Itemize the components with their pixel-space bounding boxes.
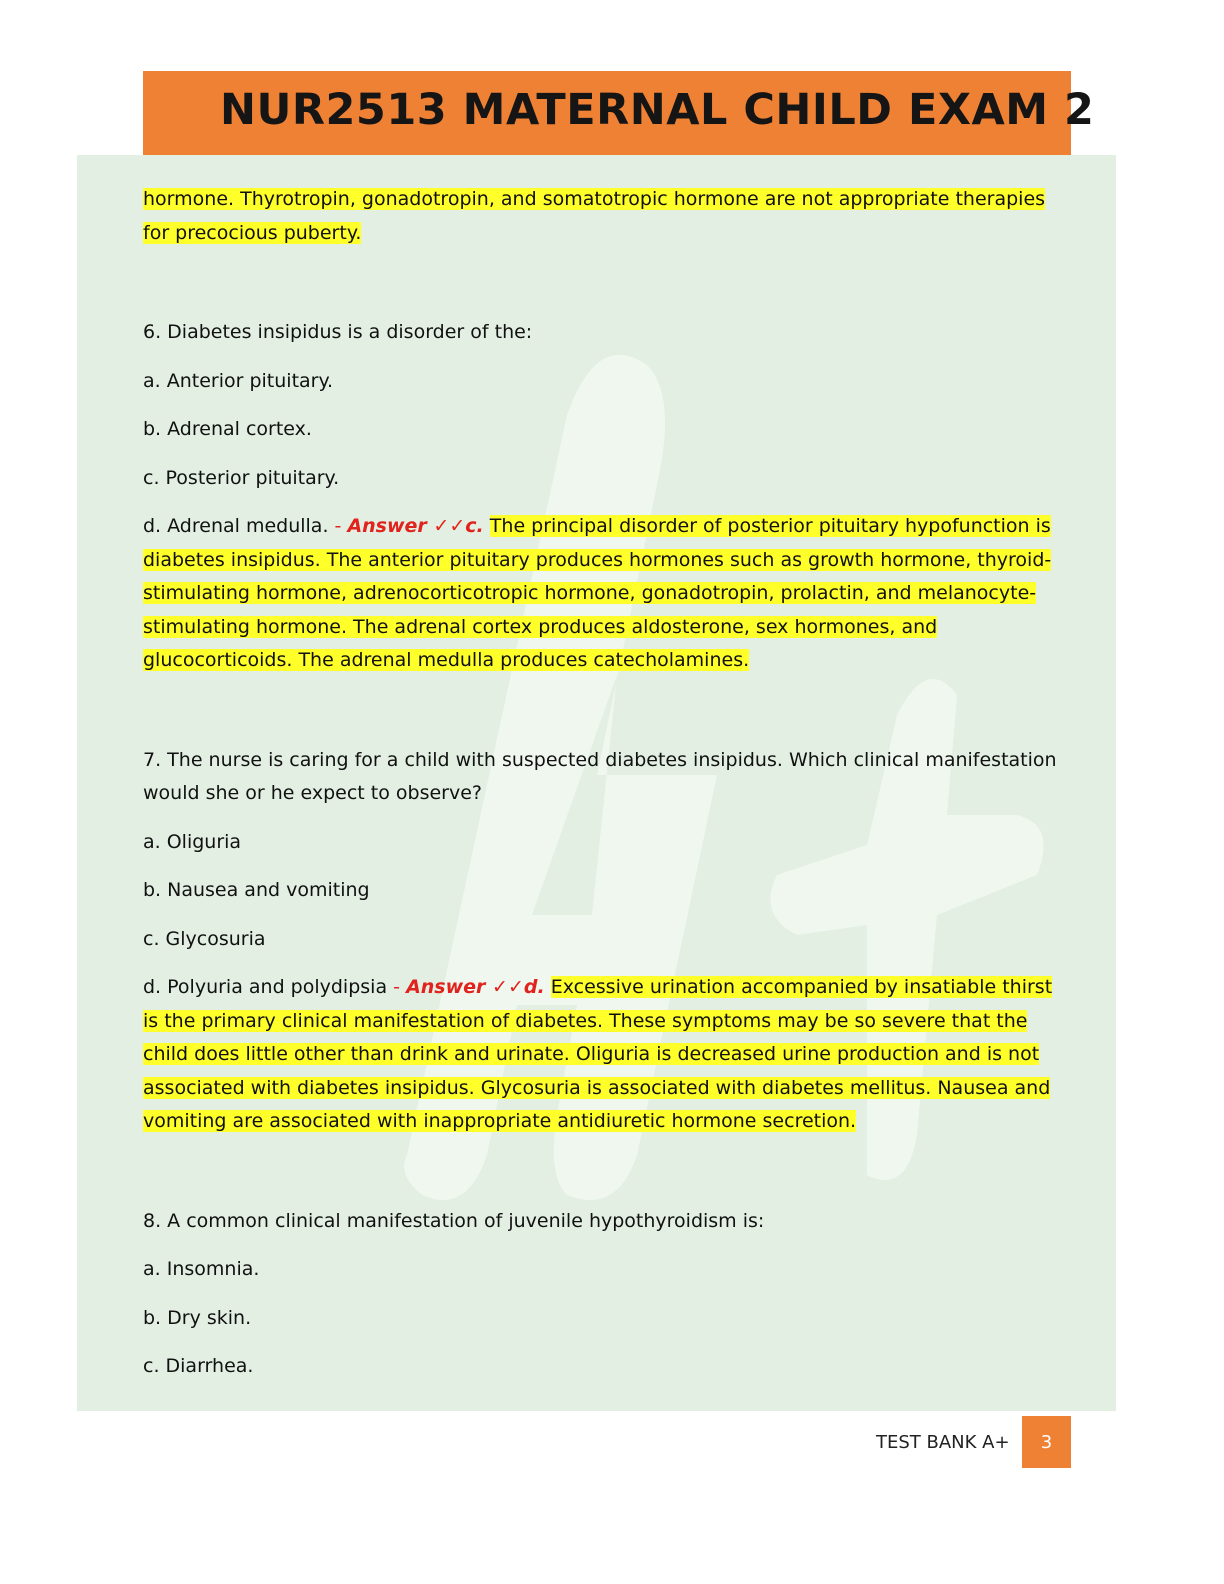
page-number: 3 (1022, 1416, 1071, 1468)
option-b: b. Nausea and vomiting (143, 879, 370, 901)
answer-label: Answer ✓✓d. (406, 976, 545, 998)
option-a: a. Insomnia. (143, 1258, 260, 1280)
option-b: b. Dry skin. (143, 1306, 252, 1329)
question-8 (143, 1205, 1073, 1384)
option-c: c. Diarrhea. (143, 1355, 254, 1377)
option-d-with-answer: d. Adrenal medulla. - Answer ✓✓c. The principal disorder of posterior pituitary hypofunction is diabetes insipidus. The anterior pituitary produces hormones such as growth hormone, thyroid-stimulating hormone, adrenocorticotropic hormone, gonadotropin, prolactin, and melanocyte-stimulating hormone. The adrenal cortex produces aldosterone, sex hormones, and glucocorticoids. The adrenal medulla produces catecholamines. (143, 515, 1052, 671)
option-a: a. Anterior pituitary. (143, 369, 334, 392)
option-c: c. Posterior pituitary. (143, 466, 340, 489)
question-stem: 6. Diabetes insipidus is a disorder of the: (143, 321, 533, 343)
question-6 (143, 316, 1073, 678)
footer-label: TEST BANK A+ (876, 1432, 1010, 1453)
option-a: a. Oliguria (143, 830, 242, 853)
option-d-with-answer: d. Polyuria and polydipsia - Answer ✓✓d. Excessive urination accompanied by insatiable thirst is the primary clinical manifestation of diabetes. These symptoms may be so severe that the child does little other than drink and urinate. Oliguria is decreased urine production and is not associated with diabetes insipidus. Glycosuria is associated with diabetes mellitus. Nausea and vomiting are associated with inappropriate antidiuretic hormone secretion. (143, 976, 1053, 1132)
rationale-text: Excessive urination accompanied by insatiable thirst is the primary clinical manifestation of diabetes. These symptoms may be so severe that the child does little other than drink and urinate. Oliguria is decreased urine production and is not associated with diabetes insipidus. Glycosuria is associated with diabetes mellitus. Nausea and vomiting are associated with inappropriate antidiuretic hormone secretion. (143, 976, 1053, 1132)
option-b: b. Adrenal cortex. (143, 418, 312, 440)
option-d: d. Adrenal medulla. (143, 515, 329, 537)
rationale-text: hormone. Thyrotropin, gonadotropin, and somatotropic hormone are not appropriate therapies for precocious puberty. (143, 188, 1046, 244)
content-area (77, 155, 1116, 1411)
option-d: d. Polyuria and polydipsia (143, 976, 388, 998)
page-title: NUR2513 MATERNAL CHILD EXAM 2 (220, 85, 1095, 135)
question-stem: 8. A common clinical manifestation of juvenile hypothyroidism is: (143, 1209, 765, 1232)
answer-label: Answer ✓✓c. (347, 515, 484, 537)
rationale-text: The principal disorder of posterior pituitary hypofunction is diabetes insipidus. The anterior pituitary produces hormones such as growth hormone, thyroid-stimulating hormone, adrenocorticotropic hormone, gonadotropin, prolactin, and melanocyte-stimulating hormone. The adrenal cortex produces aldosterone, sex hormones, and glucocorticoids. The adrenal medulla produces catecholamines. (143, 515, 1052, 671)
question-text-area (143, 183, 1073, 1384)
continuation-paragraph (143, 183, 1073, 250)
header-bar (143, 71, 1095, 155)
question-7 (143, 744, 1073, 1139)
option-c: c. Glycosuria (143, 927, 266, 950)
question-stem: 7. The nurse is caring for a child with suspected diabetes insipidus. Which clinical manifestation would she or he expect to observe? (143, 748, 1057, 804)
